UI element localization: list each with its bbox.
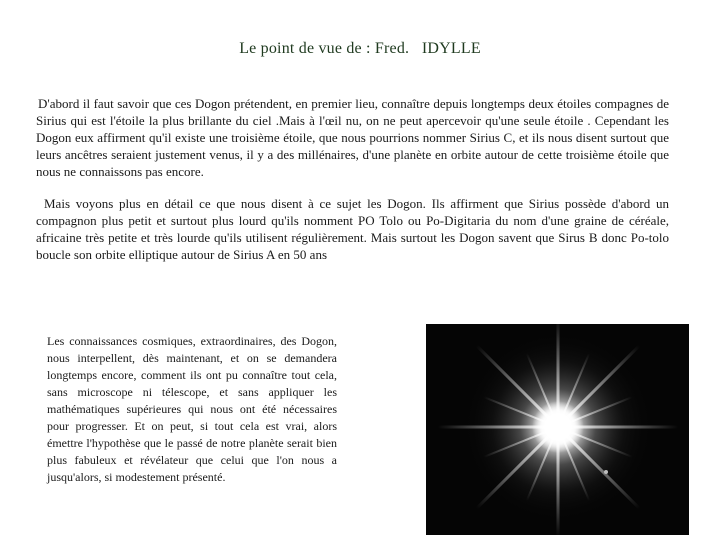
paragraph-intro: D'abord il faut savoir que ces Dogon prétendent, en premier lieu, connaître depuis longtemps deux étoiles compagnes de Sirius qui est l'étoile la plus brillante du ciel .Mais à l'œil nu, on ne peut apercevoir qu'une seule étoile . Cependant les Dogon eux affirment qu'il existe une troisième étoile, que nous pourrions nommer Sirius C, et ils nous disent surtout que leurs ancêtres seraient justement venus, il y a des millénaires, d'une planète en orbite autour de cette troisième étoile que nous ne connaissons pas encore. bbox=[36, 96, 669, 179]
page-title: Le point de vue de : Fred. IDYLLE bbox=[239, 40, 481, 57]
sirius-star-photo bbox=[426, 324, 689, 535]
bright-star-icon bbox=[426, 324, 689, 535]
side-commentary: Les connaissances cosmiques, extraordinaires, des Dogon, nous interpellent, dès maintenant, et on se demandera longtemps encore, comment ils ont pu connaître tout cela, sans microscope ni télescope, et sans appliquer les mathématiques supérieures qui nous ont été nécessaires pour progresser. Et on peut, si tout cela est vrai, alors émettre l'hypothèse que le passé de notre planète serait bien plus fabuleux et révélateur que celui que l'on nous a jusqu'alors, si modestement présenté. bbox=[47, 334, 337, 484]
paragraph-details: Mais voyons plus en détail ce que nous disent à ce sujet les Dogon. Ils affirment que Sirius possède d'abord un compagnon plus petit et surtout plus lourd qu'ils nomment PO Tolo ou Po-Digitaria du nom d'une graine de céréale, africaine très petite et très lourde qu'ils utilisent régulièrement. Mais surtout les Dogon savent que Sirus B donc Po-tolo boucle son orbite elliptique autour de Sirius A en 50 ans bbox=[36, 196, 669, 262]
